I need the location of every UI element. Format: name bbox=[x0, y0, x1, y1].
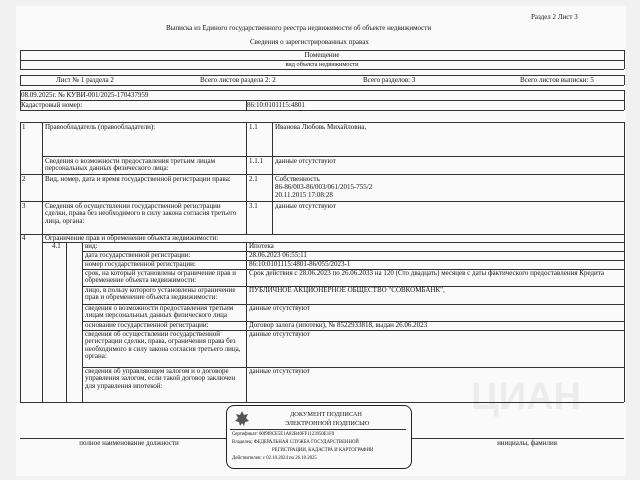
enc-value: 28.06.2023 06:55:11 bbox=[249, 251, 307, 259]
stamp-owner-1: Владелец: ФЕДЕРАЛЬНАЯ СЛУЖБА ГОСУДАРСТВЕННОЙ bbox=[232, 440, 359, 445]
enc-label: основание государственной регистрации: bbox=[85, 321, 209, 329]
extract-date-number: 08.09.2025г. № КУВИ-001/2025-170437959 bbox=[21, 91, 149, 99]
enc-value: 86:10:0101115:4801-86/055/2023-1 bbox=[249, 260, 351, 268]
right-type: Собственность bbox=[275, 175, 320, 183]
stamp-certificate: Сертификат: 00f9f8CE5E1A82B40FF1123950E1F9 bbox=[232, 432, 335, 437]
watermark: ЦИАН bbox=[471, 376, 581, 418]
row-2-number: 2 bbox=[22, 175, 26, 183]
row-1-number: 1 bbox=[22, 123, 26, 131]
row-4-label: Ограничение прав и обременение объекта недвижимости: bbox=[45, 234, 219, 242]
enc-value: Договор залога (ипотеки), № 8522933818, выдан 26.06.2023 bbox=[249, 321, 428, 329]
object-type-caption: вид объекта недвижимости bbox=[285, 61, 359, 68]
row-4-number: 4 bbox=[22, 234, 26, 242]
row-3-label: Сведения об осуществлении государственной регистрации сделки, права без необходимого в силу закона согласия третьего лица, органа: bbox=[45, 202, 237, 225]
right-holder-name: Иванова Любовь Михайловна, bbox=[275, 123, 367, 131]
row-2-label: Вид, номер, дата и время государственной регистрации права: bbox=[45, 175, 231, 183]
row-41-number: 4.1 bbox=[52, 242, 61, 250]
total-sections: Всего разделов: 3 bbox=[363, 76, 416, 84]
enc-value: данные отсутствуют bbox=[249, 367, 310, 375]
enc-label: номер государственной регистрации: bbox=[85, 260, 196, 268]
row-111-value: данные отсутствуют bbox=[275, 157, 336, 165]
enc-value: данные отсутствуют bbox=[249, 330, 310, 338]
row-3-number: 3 bbox=[22, 202, 26, 210]
right-registration-number: 86-86/003-86/003/061/2015-755/2 bbox=[275, 183, 373, 191]
enc-value: ПУБЛИЧНОЕ АКЦИОНЕРНОЕ ОБЩЕСТВО "СОВКОМБАНК", bbox=[249, 286, 445, 294]
enc-label: вид: bbox=[85, 242, 98, 250]
name-caption: инициалы, фамилия bbox=[497, 439, 557, 447]
enc-label: лицо, в пользу которого установлены ограничение прав и обременение объекта недвижимости: bbox=[85, 286, 236, 302]
document-title: Выписка из Единого государственного реестра недвижимости об объекте недвижимости bbox=[166, 24, 432, 32]
row-111-label: Сведения о возможности предоставления третьим лицам персональных данных физического лица: bbox=[45, 157, 216, 173]
row-1-label: Правообладатель (правообладатели): bbox=[45, 123, 156, 131]
enc-label: срок, на который установлены ограничение прав и обременение объекта недвижимости: bbox=[85, 269, 236, 285]
enc-label: дата государственной регистрации: bbox=[85, 251, 191, 259]
total-sheets-extract: Всего листов выписки: 5 bbox=[520, 76, 594, 84]
row-111-sub: 1.1.1 bbox=[249, 157, 263, 165]
document-subtitle: Сведения о зарегистрированных правах bbox=[250, 38, 369, 46]
enc-label: сведения о возможности предоставления третьим лицам персональных данных физического лица bbox=[85, 304, 234, 320]
stamp-line2: ЭЛЕКТРОННОЙ ПОДПИСЬЮ bbox=[285, 420, 370, 427]
cadastral-number: 86:10:0101115:4801 bbox=[247, 101, 305, 109]
total-sheets-section: Всего листов раздела 2: 2 bbox=[200, 76, 276, 84]
enc-value: данные отсутствуют bbox=[249, 304, 310, 312]
stamp-line1: ДОКУМЕНТ ПОДПИСАН bbox=[290, 411, 362, 418]
section-page-label: Раздел 2 Лист 3 bbox=[531, 13, 578, 21]
emblem-icon bbox=[233, 410, 251, 428]
enc-value: Срок действия с 28.06.2023 по 26.06.2033 на 120 (Сто двадцать) месяцев с даты фактического предоставления Кредита bbox=[249, 269, 605, 277]
position-caption: полное наименование должности bbox=[79, 439, 179, 447]
sheet-number: Лист № 1 раздела 2 bbox=[56, 76, 114, 84]
row-1-sub: 1.1 bbox=[249, 123, 258, 131]
enc-label: сведения об осуществлении государственной регистрации сделки, права, ограничения права без необходимого в силу закона согласия третьего лица, органа: bbox=[85, 330, 241, 361]
cadastral-label: Кадастровый номер: bbox=[21, 101, 83, 109]
row-2-sub: 2.1 bbox=[249, 175, 258, 183]
object-type: Помещение bbox=[304, 51, 340, 59]
row-3-sub: 3.1 bbox=[249, 202, 258, 210]
stamp-owner-2: РЕГИСТРАЦИИ, КАДАСТРА И КАРТОГРАФИИ bbox=[272, 448, 374, 453]
enc-value: Ипотека bbox=[249, 242, 274, 250]
e-signature-stamp bbox=[226, 405, 412, 469]
right-registration-date: 20.11.2015 17:08:28 bbox=[275, 191, 333, 199]
stamp-valid: Действителен: с 02.10.2024 по 26.10.2025 bbox=[232, 456, 317, 461]
row-3-value: данные отсутствуют bbox=[275, 202, 336, 210]
enc-label: сведения об управляющем залогом и о договоре управления залогом, если такой договор заключен для управления ипотекой: bbox=[85, 367, 236, 390]
